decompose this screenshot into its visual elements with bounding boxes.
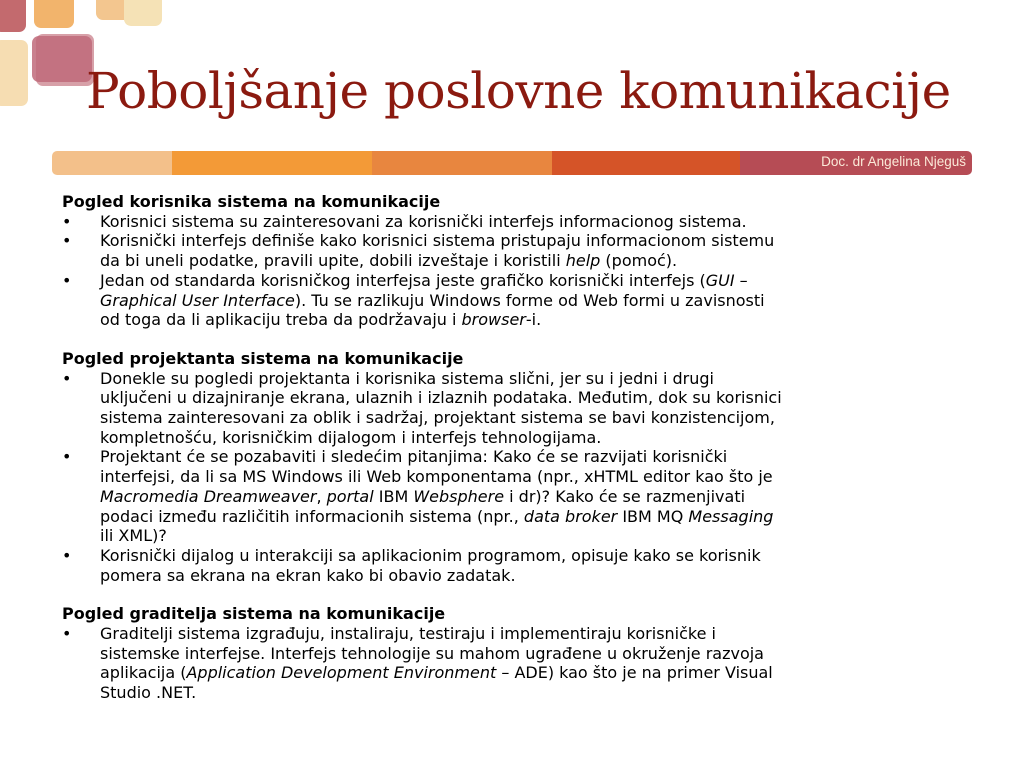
- text-run: IBM MQ: [617, 506, 689, 526]
- text-run: Graditelji sistema izgrađuju, instaliraju, testiraju i implementiraju korisničke i: [100, 624, 716, 644]
- section-heading: Pogled projektanta sistema na komunikacije: [62, 348, 464, 368]
- slide-body: [62, 192, 982, 703]
- decorative-square: [0, 0, 26, 32]
- text-run: da bi uneli podatke, pravili upite, dobili izveštaje i koristili: [100, 251, 566, 271]
- text-line: [100, 428, 982, 448]
- italic-term: Macromedia Dreamweaver: [100, 486, 317, 506]
- text-run: Korisnici sistema su zainteresovani za korisnički interfejs informacionog sistema.: [100, 211, 747, 231]
- bullet-item: [62, 271, 982, 330]
- text-line: [100, 231, 982, 251]
- text-run: sistema zainteresovani za oblik i sadržaj, projektant sistema se bavi konzistencijom,: [100, 408, 775, 428]
- italic-term: Websphere: [413, 486, 505, 506]
- text-line: [100, 526, 982, 546]
- text-line: [100, 683, 982, 703]
- text-line: [100, 388, 982, 408]
- italic-term: help: [565, 251, 601, 271]
- bullet-item: [62, 212, 982, 232]
- text-run: ,: [316, 486, 327, 506]
- text-line: [100, 408, 982, 428]
- text-line: [100, 369, 982, 389]
- bullet-item: [62, 624, 982, 703]
- text-line: [100, 507, 982, 527]
- bullet-item: [62, 231, 982, 270]
- bar-segment: [372, 151, 552, 175]
- italic-term: Messaging: [688, 506, 774, 526]
- text-run: ). Tu se razlikuju Windows forme od Web formi u zavisnosti: [294, 290, 765, 310]
- decorative-square: [34, 0, 74, 28]
- section-heading: Pogled graditelja sistema na komunikacije: [62, 604, 446, 624]
- decorative-square: [32, 36, 92, 82]
- italic-term: data broker: [523, 506, 618, 526]
- text-line: [100, 447, 982, 467]
- italic-term: Application Development Environment: [186, 663, 497, 683]
- section: [62, 604, 982, 703]
- text-run: –: [734, 270, 748, 290]
- bullet-item: [62, 546, 982, 585]
- italic-term: Graphical User Interface: [100, 290, 295, 310]
- text-line: [100, 624, 982, 644]
- decorative-square: [124, 0, 162, 26]
- text-line: [100, 212, 982, 232]
- text-run: (pomoć).: [600, 251, 678, 271]
- bullet-item: [62, 447, 982, 546]
- text-line: [100, 487, 982, 507]
- text-run: -i.: [525, 310, 542, 330]
- text-run: Projektant će se pozabaviti i sledećim pitanjima: Kako će se razvijati korisnički: [100, 447, 728, 467]
- text-run: IBM: [373, 486, 414, 506]
- text-run: Jedan od standarda korisničkog interfejsa jeste grafičko korisnički interfejs (: [100, 270, 706, 290]
- section: [62, 192, 982, 330]
- text-run: ili XML)?: [100, 526, 167, 546]
- text-run: kompletnošću, korisničkim dijalogom i interfejs tehnologijama.: [100, 427, 602, 447]
- italic-term: browser: [461, 310, 526, 330]
- bar-segment: [552, 151, 740, 175]
- text-run: Korisnički dijalog u interakciji sa aplikacionim programom, opisuje kako se korisnik: [100, 545, 761, 565]
- decorative-square: [0, 40, 28, 106]
- section-heading: Pogled korisnika sistema na komunikacije: [62, 192, 441, 211]
- bullet-item: [62, 369, 982, 448]
- slide-title: Poboljšanje poslovne komunikacije: [86, 62, 951, 120]
- text-run: interfejsi, da li sa MS Windows ili Web komponentama (npr., xHTML editor kao što je: [100, 467, 773, 487]
- text-line: [100, 271, 982, 291]
- section: [62, 349, 982, 585]
- text-run: i dr)? Kako će se razmenjivati: [504, 486, 746, 506]
- text-run: od toga da li aplikaciju treba da podržavaju i: [100, 310, 462, 330]
- text-line: [100, 251, 982, 271]
- bar-segment: [52, 151, 172, 175]
- text-run: Donekle su pogledi projektanta i korisnika sistema slični, jer su i jedni i drugi: [100, 368, 714, 388]
- italic-term: portal: [326, 486, 374, 506]
- bar-segment: [172, 151, 372, 175]
- bullet-list: [62, 369, 982, 586]
- author-label: Doc. dr Angelina Njeguš: [821, 154, 966, 169]
- text-run: sistemske interfejse. Interfejs tehnologije su mahom ugrađene u okruženje razvoja: [100, 643, 764, 663]
- bullet-list: [62, 212, 982, 330]
- text-line: [100, 310, 982, 330]
- text-run: pomera sa ekrana na ekran kako bi obavio zadatak.: [100, 565, 516, 585]
- text-line: [100, 663, 982, 683]
- text-run: uključeni u dizajniranje ekrana, ulaznih i izlaznih podataka. Međutim, dok su korisnici: [100, 388, 782, 408]
- bullet-list: [62, 624, 982, 703]
- italic-term: GUI: [705, 270, 735, 290]
- text-line: [100, 291, 982, 311]
- text-line: [100, 546, 982, 566]
- text-line: [100, 644, 982, 664]
- text-line: [100, 467, 982, 487]
- text-run: podaci između različitih informacionih sistema (npr.,: [100, 506, 524, 526]
- text-line: [100, 566, 982, 586]
- text-run: aplikacija (: [100, 663, 187, 683]
- text-run: – ADE) kao što je na primer Visual: [496, 663, 773, 683]
- text-run: Korisnički interfejs definiše kako korisnici sistema pristupaju informacionom sistemu: [100, 231, 775, 251]
- text-run: Studio .NET.: [100, 683, 197, 703]
